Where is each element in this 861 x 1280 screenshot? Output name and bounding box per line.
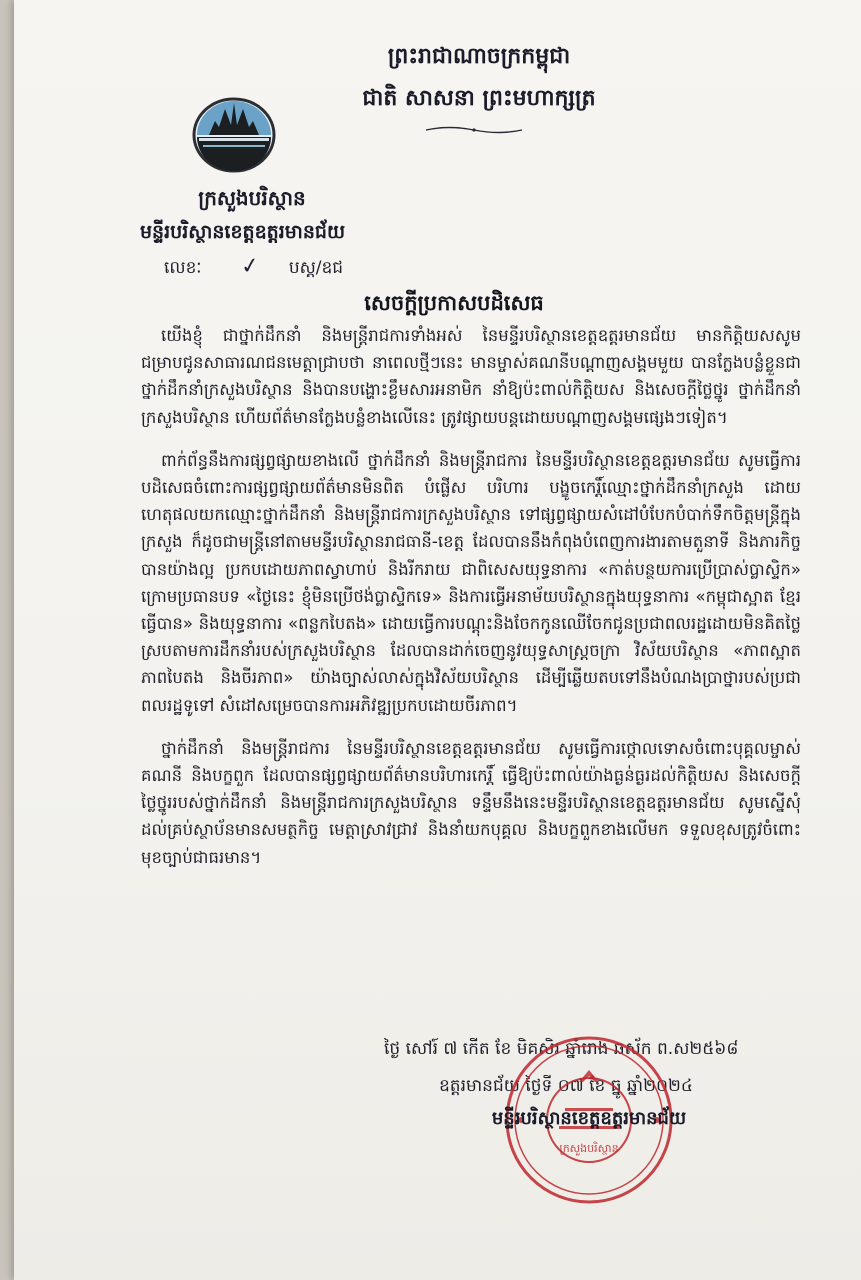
document-title: សេចក្តីប្រកាសបដិសេធ [364, 290, 544, 315]
kingdom-heading: ព្រះរាជាណាចក្រកម្ពុជា [387, 43, 571, 69]
document-page [14, 0, 861, 1280]
check-mark-icon: ✓ [239, 252, 262, 281]
national-motto: ជាតិ សាសនា ព្រះមហាក្សត្រ [362, 85, 596, 111]
paragraph-2: ពាក់ព័ន្ធនឹងការផ្សព្វផ្សាយខាងលើ ថ្នាក់ដឹកនាំ និងមន្ត្រីរាជការ នៃមន្ទីរបរិស្ថានខេត្តឧត្តរមានជ័យ សូមធ្វើការបដិសេធចំពោះការផ្សព្វផ្សាយព័ត៌មានមិនពិត បំផ្លើស បរិហារ បង្ខូចកេរ្តិ៍ឈ្មោះថ្នាក់ដឹកនាំក្រសួង ដោយហេតុផលយកឈ្មោះថ្នាក់ដឹកនាំ និងមន្ត្រីរាជការក្រសួងបរិស្ថាន ទៅផ្សព្វផ្សាយសំដៅបំបែកបំបាក់ទឹកចិត្តមន្ត្រីក្នុងក្រសួង ក៏ដូចជាមន្ត្រីនៅតាមមន្ទីរបរិស្ថានរាជធានី-ខេត្ត ដែលបាននឹងកំពុងបំពេញការងារតាមតួនាទី និងភារកិច្ចបានយ៉ាងល្អ ប្រកបដោយភាពស្វាហាប់ និងរីករាយ ជាពិសេសយុទ្ធនាការ «កាត់បន្ថយការប្រើប្រាស់ប្លាស្ទិក» ក្រោមប្រធានបទ «ថ្ងៃនេះ ខ្ញុំមិនប្រើថង់ប្លាស្ទិកទេ» និងការធ្វើអនាម័យបរិស្ថានក្នុងយុទ្ធនាការ «កម្ពុជាស្អាត ខ្មែរធ្វើបាន» និងយុទ្ធនាការ «ពន្លកបៃតង» ដោយធ្វើការបណ្តុះនិងចែកកូនឈើចែកជូនប្រជាពលរដ្ឋដោយមិនគិតថ្លៃ ស្របតាមការដឹកនាំរបស់ក្រសួងបរិស្ថាន ដែលបានដាក់ចេញនូវយុទ្ធសាស្ត្រចក្រា វិស័យបរិស្ថាន «ភាពស្អាត ភាពបៃតង និងចីរភាព» យ៉ាងច្បាស់លាស់ក្នុងវិស័យបរិស្ថាន ដើម្បីឆ្លើយតបទៅនឹងបំណងប្រាថ្នារបស់ប្រជាពលរដ្ឋទូទៅ សំដៅសម្រេចបានការអភិវឌ្ឍប្រកបដោយចីរភាព។ [141, 450, 801, 715]
solar-date: ឧត្តរមានជ័យ ថ្ងៃទី ០៧ ខែ ធ្នូ ឆ្នាំ២០២៤ [439, 1076, 693, 1096]
paragraph-1: យើងខ្ញុំ ជាថ្នាក់ដឹកនាំ និងមន្ត្រីរាជការទាំងអស់ នៃមន្ទីរបរិស្ថានខេត្តឧត្តរមានជ័យ មានកិត្តិយសសូមជម្រាបជូនសាធារណជនមេត្តាជ្រាបថា នាពេលថ្មីៗនេះ មានម្ចាស់គណនីបណ្តាញសង្គមមួយ បានក្លែងបន្លំខ្លួនជាថ្នាក់ដឹកនាំក្រសួងបរិស្ថាន និងបានបង្ហោះខ្លឹមសារអនាមិក នាំឱ្យប៉ះពាល់កិត្តិយស និងសេចក្តីថ្លៃថ្នូរ ថ្នាក់ដឹកនាំក្រសួងបរិស្ថាន ហើយព័ត៌មានក្លែងបន្លំខាងលើនេះ ត្រូវផ្សាយបន្តដោយបណ្តាញសង្គមផ្សេងៗទៀត។ [141, 326, 801, 427]
reference-label: លេខៈ [164, 258, 202, 278]
department-name: មន្ទីរបរិស្ថានខេត្តឧត្តរមានជ័យ [140, 221, 346, 243]
document-body [141, 322, 801, 887]
seal-inner-text: ក្រសួងបរិស្ថាន [559, 1142, 619, 1155]
paragraph-3: ថ្នាក់ដឹកនាំ និងមន្ត្រីរាជការ នៃមន្ទីរបរិស្ថានខេត្តឧត្តរមានជ័យ សូមធ្វើការថ្កោលទោសចំពោះបុគ្គលម្ចាស់គណនី និងបក្ខពួក ដែលបានផ្សព្វផ្សាយព័ត៌មានបរិហារកេរ្តិ៍ ធ្វើឱ្យប៉ះពាល់យ៉ាងធ្ងន់ធ្ងរដល់កិត្តិយស និងសេចក្តីថ្លៃថ្នូររបស់ថ្នាក់ដឹកនាំ និងមន្ត្រីរាជការក្រសួងបរិស្ថាន ទន្ទឹមនឹងនេះមន្ទីរបរិស្ថានខេត្តឧត្តរមានជ័យ សូមស្នើសុំដល់គ្រប់ស្ថាប័នមានសមត្ថកិច្ច មេត្តាស្រាវជ្រាវ និងនាំយកបុគ្គល និងបក្ខពួកខាងលើមក ទទួលខុសត្រូវចំពោះមុខច្បាប់ជាធរមាន។ [141, 738, 801, 867]
lunar-date: ថ្ងៃ សៅរ៍ ៧ កើត ខែ មិគសិរ ឆ្នាំរោង ឆស័ក ព.ស២៥៦៨ [384, 1039, 739, 1059]
ministry-name: ក្រសួងបរិស្ថាន [198, 186, 306, 210]
reference-code: បស្ត/ឧជ [288, 258, 344, 278]
signatory-department: មន្ទីរបរិស្ថានខេត្តឧត្តរមានជ័យ [491, 1108, 687, 1129]
reference-number [164, 254, 343, 282]
ministry-logo-icon [189, 95, 279, 175]
ornament-divider [424, 125, 524, 135]
